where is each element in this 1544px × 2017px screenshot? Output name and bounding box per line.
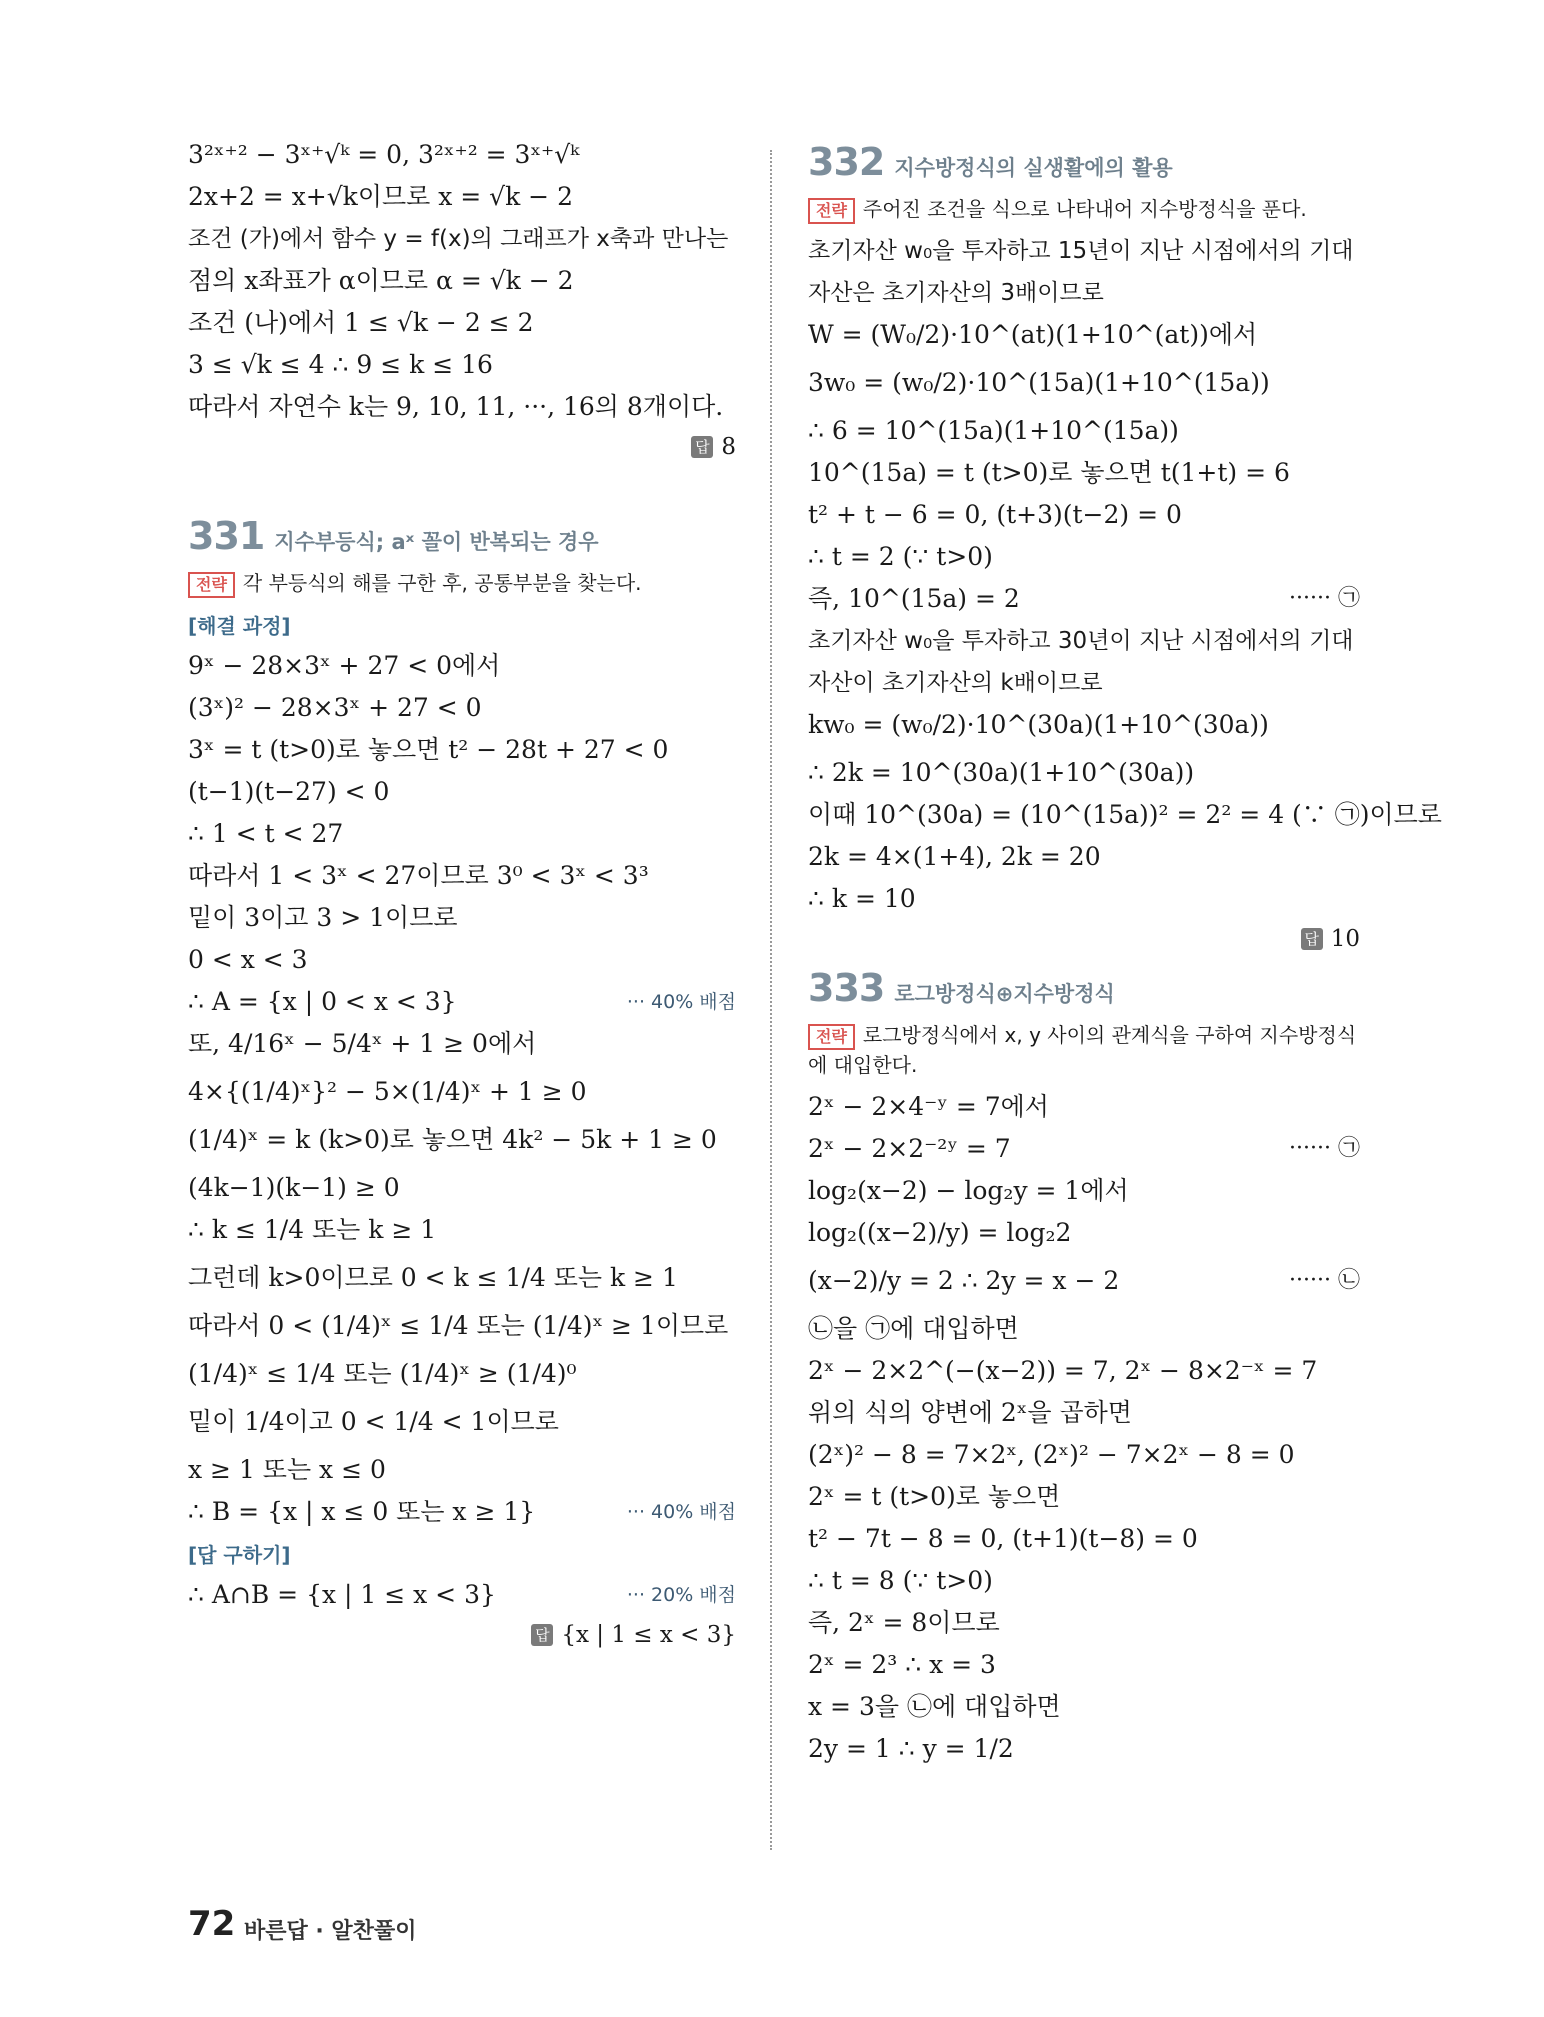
math-line: x = 3을 ㉡에 대입하면 [808,1692,1061,1721]
text-line: 자산은 초기자산의 3배이므로 [808,280,1104,306]
math-line: 9ˣ − 28×3ˣ + 27 < 0에서 [188,651,501,680]
set-A: ∴ A = {x | 0 < x < 3} [188,987,457,1016]
math-line: 2ˣ − 2×2^(−(x−2)) = 7, 2ˣ − 8×2⁻ˣ = 7 [808,1356,1318,1385]
math-line: 3ˣ = t (t>0)로 놓으면 t² − 28t + 27 < 0 [188,735,669,764]
footer-text: 바른답 · 알찬풀이 [244,1919,417,1944]
marked-line [808,1266,1360,1296]
math-line: 그런데 k>0이므로 0 < k ≤ 1/4 또는 k ≥ 1 [188,1263,678,1292]
marked-line [808,1134,1360,1164]
math-line: 이때 10^(30a) = (10^(15a))² = 2² = 4 (∵ ㉠)이므로 [808,800,1442,829]
math-line: (1/4)ˣ ≤ 1/4 또는 (1/4)ˣ ≥ (1/4)⁰ [188,1359,577,1388]
text-line: 자산이 초기자산의 k배이므로 [808,670,1103,696]
final-line [188,1580,736,1610]
math-line: 2x+2 = x+√k이므로 x = √k − 2 [188,182,573,211]
math-line: 2y = 1 ∴ y = 1/2 [808,1734,1014,1763]
math-line: kw₀ = (w₀/2)·10^(30a)(1+10^(30a)) [808,710,1269,739]
math-line: t² − 7t − 8 = 0, (t+1)(t−8) = 0 [808,1524,1198,1553]
answer-value: {x | 1 ≤ x < 3} [561,1622,736,1648]
problem-heading [808,966,1360,1010]
answer-badge: 답 [691,436,713,458]
text-line: 조건 (가)에서 함수 y = f(x)의 그래프가 x축과 만나는 [188,226,729,252]
score-note: ··· 40% 배점 [626,991,736,1013]
problem-332 [808,140,1442,952]
score-note: ··· 20% 배점 [626,1584,736,1606]
math-line: 3w₀ = (w₀/2)·10^(15a)(1+10^(15a)) [808,368,1270,397]
equation-marker: ······ ㉡ [1289,1268,1360,1293]
problem-heading [188,514,736,558]
math-text: 2ˣ − 2×2⁻²ʸ = 7 [808,1134,1011,1163]
math-line: (3ˣ)² − 28×3ˣ + 27 < 0 [188,693,482,722]
math-line: (2ˣ)² − 8 = 7×2ˣ, (2ˣ)² − 7×2ˣ − 8 = 0 [808,1440,1295,1469]
math-line: W = (W₀/2)·10^(at)(1+10^(at))에서 [808,320,1258,349]
math-line: 2k = 4×(1+4), 2k = 20 [808,842,1101,871]
problem-title: 지수부등식; aˣ 꼴이 반복되는 경우 [274,530,599,554]
strategy [808,194,1360,224]
problem-333 [808,966,1360,1764]
problem-title: 로그방정식⊕지수방정식 [894,982,1115,1006]
right-column [808,140,1442,1776]
strategy-tag: 전략 [808,1024,855,1050]
strategy-text: 각 부등식의 해를 구한 후, 공통부분을 찾는다. [242,571,642,595]
strategy [188,568,736,598]
problem-number: 331 [188,514,265,558]
math-line: ㉡을 ㉠에 대입하면 [808,1314,1019,1343]
answer-330 [188,434,736,460]
math-line: ∴ k = 10 [808,884,916,913]
math-line: 따라서 0 < (1/4)ˣ ≤ 1/4 또는 (1/4)ˣ ≥ 1이므로 [188,1311,729,1340]
equation-marker: ······ ㉠ [1289,586,1360,611]
math-line: 또, 4/16ˣ − 5/4ˣ + 1 ≥ 0에서 [188,1029,537,1058]
strategy-tag: 전략 [188,572,235,598]
problem-title: 지수방정식의 실생활에의 활용 [894,156,1173,180]
math-line: 위의 식의 양변에 2ˣ을 곱하면 [808,1398,1132,1427]
math-line: 3 ≤ √k ≤ 4 ∴ 9 ≤ k ≤ 16 [188,350,493,379]
answer-value: 10 [1330,926,1360,952]
math-line: log₂(x−2) − log₂y = 1에서 [808,1176,1129,1205]
math-line: 2ˣ = t (t>0)로 놓으면 [808,1482,1061,1511]
answer-badge: 답 [1301,928,1323,950]
marked-line [808,584,1360,614]
math-line: 2ˣ − 2×4⁻ʸ = 7에서 [808,1092,1049,1121]
solution-330-continued [188,140,736,460]
math-line: 10^(15a) = t (t>0)로 놓으면 t(1+t) = 6 [808,458,1290,487]
final-set: ∴ A∩B = {x | 1 ≤ x < 3} [188,1580,496,1609]
math-line: x ≥ 1 또는 x ≤ 0 [188,1455,386,1484]
equation-marker: ······ ㉠ [1289,1136,1360,1161]
subhead-answer: [답 구하기] [188,1543,291,1567]
problem-number: 333 [808,966,885,1010]
math-line: 따라서 자연수 k는 9, 10, 11, ···, 16의 8개이다. [188,392,724,421]
set-B-line [188,1497,736,1527]
strategy-text: 주어진 조건을 식으로 나타내어 지수방정식을 푼다. [862,197,1307,221]
math-line: (4k−1)(k−1) ≥ 0 [188,1173,400,1202]
strategy-tag: 전략 [808,198,855,224]
math-line: ∴ t = 8 (∵ t>0) [808,1566,993,1595]
math-line: (t−1)(t−27) < 0 [188,777,390,806]
set-B: ∴ B = {x | x ≤ 0 또는 x ≥ 1} [188,1497,536,1526]
problem-heading [808,140,1360,184]
text-line: 초기자산 w₀을 투자하고 30년이 지난 시점에서의 기대 [808,628,1354,654]
math-line: 밑이 3이고 3 > 1이므로 [188,903,458,932]
math-text: 즉, 10^(15a) = 2 [808,584,1020,613]
math-line: 따라서 1 < 3ˣ < 27이므로 3⁰ < 3ˣ < 3³ [188,861,649,890]
answer-badge: 답 [531,1624,553,1646]
score-note: ··· 40% 배점 [626,1501,736,1523]
answer-331 [188,1622,736,1648]
answer-value: 8 [721,434,736,460]
strategy-text-cont: 에 대입한다. [808,1053,918,1077]
math-line: ∴ t = 2 (∵ t>0) [808,542,993,571]
math-line: ∴ 6 = 10^(15a)(1+10^(15a)) [808,416,1179,445]
math-line: t² + t − 6 = 0, (t+3)(t−2) = 0 [808,500,1182,529]
left-column [188,140,736,1662]
page-number: 72 [188,1904,236,1944]
math-line: ∴ k ≤ 1/4 또는 k ≥ 1 [188,1215,437,1244]
math-line: 조건 (나)에서 1 ≤ √k − 2 ≤ 2 [188,308,534,337]
math-line: 즉, 2ˣ = 8이므로 [808,1608,1000,1637]
math-line: log₂((x−2)/y) = log₂2 [808,1218,1072,1247]
problem-number: 332 [808,140,885,184]
math-line: 0 < x < 3 [188,945,308,974]
math-line: (1/4)ˣ = k (k>0)로 놓으면 4k² − 5k + 1 ≥ 0 [188,1125,717,1154]
math-line: 밑이 1/4이고 0 < 1/4 < 1이므로 [188,1407,559,1436]
subhead-solving: [해결 과정] [188,614,291,638]
math-line: 점의 x좌표가 α이므로 α = √k − 2 [188,266,574,295]
strategy [808,1020,1360,1080]
problem-331 [188,514,736,1648]
set-A-line [188,987,736,1017]
math-text: (x−2)/y = 2 ∴ 2y = x − 2 [808,1266,1120,1295]
math-line: ∴ 2k = 10^(30a)(1+10^(30a)) [808,758,1195,787]
answer-332 [808,926,1360,952]
column-divider [770,150,772,1850]
strategy-text: 로그방정식에서 x, y 사이의 관계식을 구하여 지수방정식 [862,1023,1357,1047]
math-line: 3²ˣ⁺² − 3ˣ⁺√ᵏ = 0, 3²ˣ⁺² = 3ˣ⁺√ᵏ [188,140,580,169]
math-line: 2ˣ = 2³ ∴ x = 3 [808,1650,996,1679]
math-line: 4×{(1/4)ˣ}² − 5×(1/4)ˣ + 1 ≥ 0 [188,1077,587,1106]
text-line: 초기자산 w₀을 투자하고 15년이 지난 시점에서의 기대 [808,238,1354,264]
math-line: ∴ 1 < t < 27 [188,819,344,848]
